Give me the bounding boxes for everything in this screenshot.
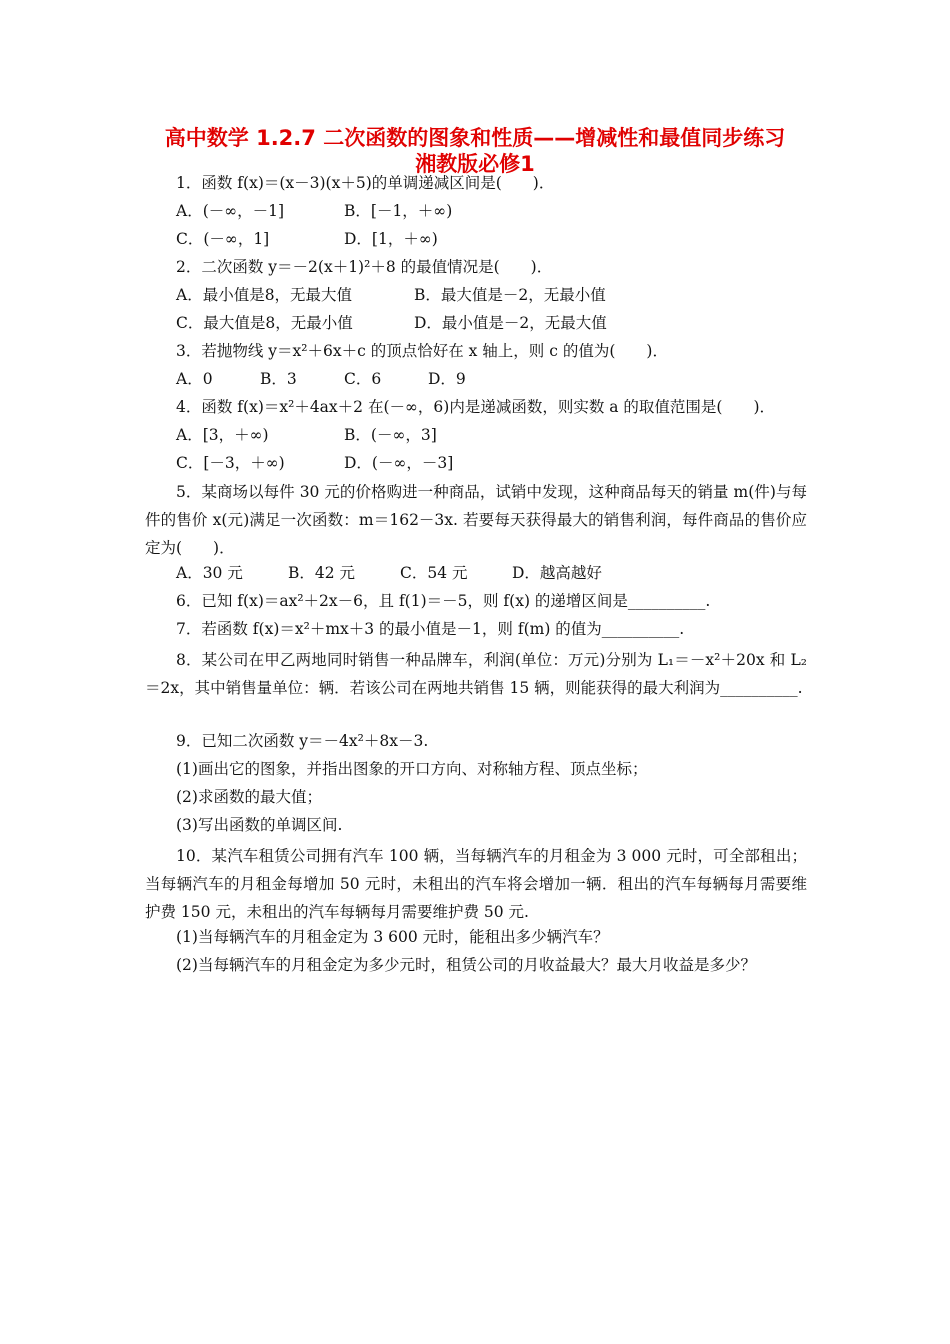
option-c: C．54 元	[400, 564, 468, 582]
option-d: D．(－∞，－3]	[344, 454, 454, 472]
question-5-options	[176, 562, 602, 584]
question-4-options-row-1	[176, 424, 437, 446]
option-c: C．6	[344, 370, 382, 388]
question-10-stem: 10．某汽车租赁公司拥有汽车 100 辆，当每辆汽车的月租金为 3 000 元时，可全部租出；当每辆汽车的月租金每增加 50 元时，未租出的汽车将会增加一辆．租出的汽车每辆每月需要维护费 150 元，未租出的汽车每辆每月需要维护费 50 元.	[145, 847, 807, 921]
option-a: A．最小值是8，无最大值	[176, 286, 353, 304]
question-10-part-2: (2)当每辆汽车的月租金定为多少元时，租赁公司的月收益最大？最大月收益是多少？	[176, 956, 756, 974]
option-b: B．3	[260, 370, 297, 388]
question-4-options-row-2	[176, 452, 453, 474]
question-3-options	[176, 368, 466, 390]
option-d: D．最小值是－2，无最大值	[414, 314, 607, 332]
question-9-stem: 9．已知二次函数 y＝－4x²＋8x－3.	[176, 732, 429, 750]
question-3-stem: 3．若抛物线 y＝x²＋6x＋c 的顶点恰好在 x 轴上，则 c 的值为( )．	[176, 342, 668, 360]
option-d: D．9	[428, 370, 466, 388]
question-2-options-row-2	[176, 312, 607, 334]
option-d: D．越高越好	[512, 564, 602, 582]
question-5-stem: 5．某商场以每件 30 元的价格购进一种商品，试销中发现，这种商品每天的销量 m(件)与每件的售价 x(元)满足一次函数：m＝162－3x. 若要每天获得最大的销售利润，每件商品的售价应定为( )．	[145, 483, 807, 557]
question-4-stem: 4．函数 f(x)＝x²＋4ax＋2 在(－∞，6)内是递减函数，则实数 a 的取值范围是( )．	[176, 398, 776, 416]
question-1-options-row-2	[176, 228, 438, 250]
option-c: C．最大值是8，无最小值	[176, 314, 353, 332]
option-a: A．[3，＋∞)	[176, 426, 269, 444]
option-c: C．[－3，＋∞)	[176, 454, 285, 472]
option-d: D．[1，＋∞)	[344, 230, 438, 248]
question-8-stem: 8．某公司在甲乙两地同时销售一种品牌车，利润(单位：万元)分别为 L₁＝－x²＋20x 和 L₂＝2x，其中销售量单位：辆．若该公司在两地共销售 15 辆，则能获得的最大利润为__________.	[145, 651, 807, 697]
question-2-stem: 2．二次函数 y＝－2(x＋1)²＋8 的最值情况是( )．	[176, 258, 553, 276]
question-7-stem: 7．若函数 f(x)＝x²＋mx＋3 的最小值是－1，则 f(m) 的值为__________.	[176, 620, 685, 638]
question-9-part-2: (2)求函数的最大值；	[176, 788, 322, 806]
option-c: C．(－∞，1]	[176, 230, 270, 248]
option-b: B．最大值是－2，无最小值	[414, 286, 606, 304]
question-1-options-row-1	[176, 200, 452, 222]
question-9-part-1: (1)画出它的图象，并指出图象的开口方向、对称轴方程、顶点坐标；	[176, 760, 648, 778]
question-9-part-3: (3)写出函数的单调区间.	[176, 816, 343, 834]
question-10-part-1: (1)当每辆汽车的月租金定为 3 600 元时，能租出多少辆汽车？	[176, 928, 609, 946]
option-b: B．[－1，＋∞)	[344, 202, 453, 220]
option-b: B．42 元	[288, 564, 356, 582]
question-6-stem: 6．已知 f(x)＝ax²＋2x－6，且 f(1)＝－5，则 f(x) 的递增区间是__________.	[176, 592, 711, 610]
question-1-stem: 1．函数 f(x)＝(x－3)(x＋5)的单调递减区间是( )．	[176, 174, 555, 192]
option-a: A．0	[176, 370, 213, 388]
option-a: A．(－∞，－1]	[176, 202, 285, 220]
option-b: B．(－∞，3]	[344, 426, 437, 444]
document-subtitle: 湘教版必修1	[415, 152, 535, 176]
document-title: 高中数学 1.2.7 二次函数的图象和性质——增减性和最值同步练习	[164, 126, 786, 150]
question-2-options-row-1	[176, 284, 606, 306]
option-a: A．30 元	[176, 564, 243, 582]
